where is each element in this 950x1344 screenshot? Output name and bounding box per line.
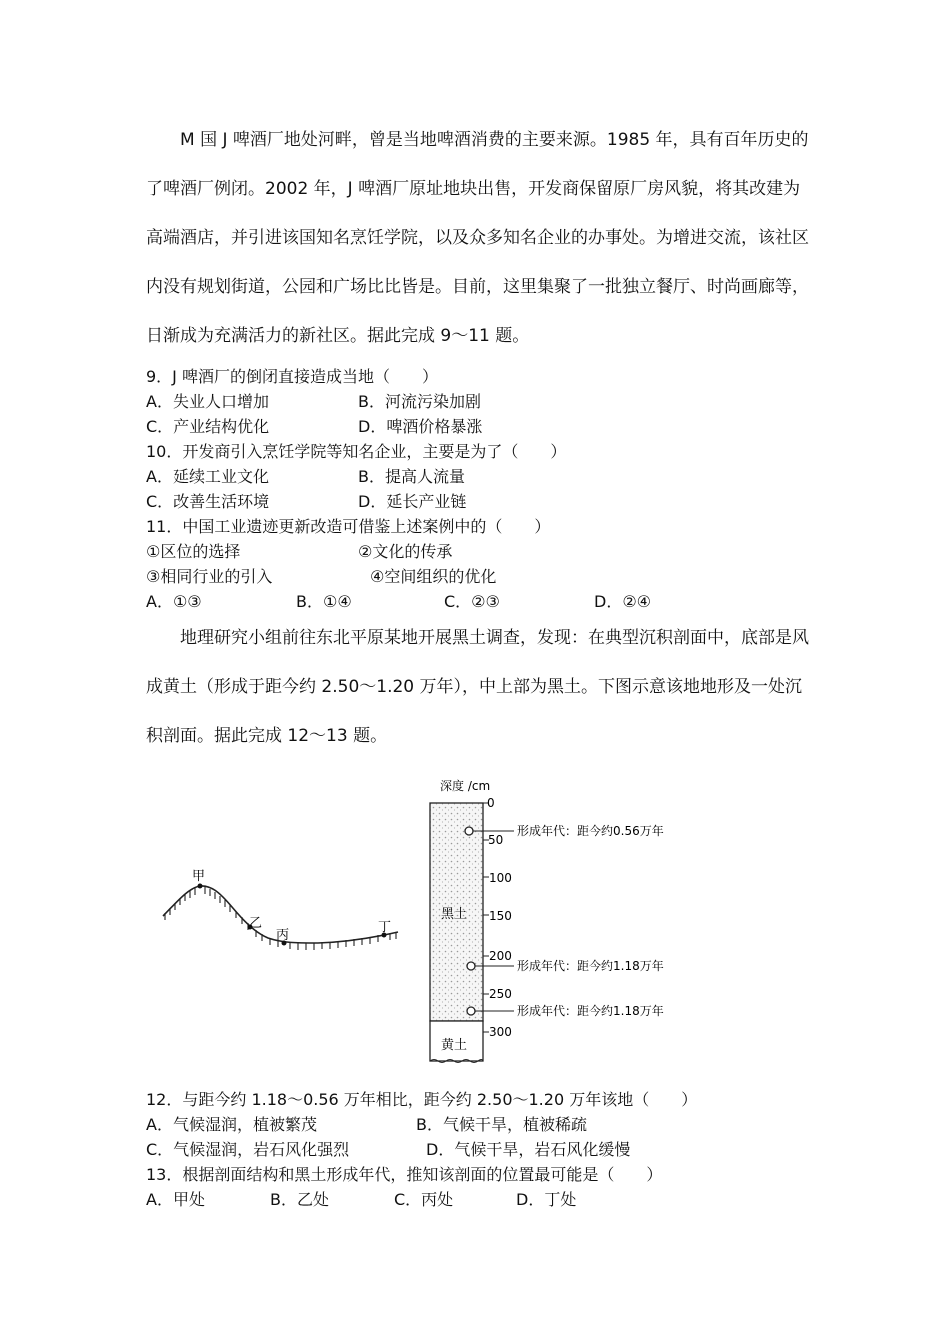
question-13-option-d[interactable]: D．丁处 xyxy=(516,1190,577,1209)
label-ding: 丁 xyxy=(378,920,392,935)
question-9-option-c[interactable]: C．产业结构优化 xyxy=(146,417,270,436)
question-9-stem: 9．J 啤酒厂的倒闭直接造成当地（ ） xyxy=(146,367,438,386)
black-soil-label: 黑土 xyxy=(441,907,468,922)
question-13-option-b[interactable]: B．乙处 xyxy=(270,1190,329,1209)
question-12-option-c[interactable]: C．气候湿润，岩石风化强烈 xyxy=(146,1140,350,1159)
terrain-and-profile-figure xyxy=(0,770,950,1090)
question-11-option-d[interactable]: D．②④ xyxy=(594,592,652,611)
question-13-option-c[interactable]: C．丙处 xyxy=(394,1190,454,1209)
question-13-option-a[interactable]: A．甲处 xyxy=(146,1190,205,1209)
question-10-option-a[interactable]: A．延续工业文化 xyxy=(146,467,269,486)
question-12-option-b[interactable]: B．气候干旱，植被稀疏 xyxy=(416,1115,587,1134)
depth-axis-title: 深度 /cm xyxy=(440,779,491,793)
passage-1: M 国 J 啤酒厂地处河畔，曾是当地啤酒消费的主要来源。1985 年，具有百年历史的了啤酒厂例闭。2002 年，J 啤酒厂原址地块出售，开发商保留原厂房风貌，将其改建为高端酒店，并引进该国知名烹饪学院，以及众多知名企业的办事处。为增进交流，该社区内没有规划街道，公园和广场比比皆是。目前，这里集聚了一批独立餐厅、时尚画廊等，日渐成为充满活力的新社区。据此完成 9～11 题。 xyxy=(146,130,809,346)
sediment-column xyxy=(430,778,664,1063)
question-11-option-b[interactable]: B．①④ xyxy=(296,592,352,611)
question-10-option-b[interactable]: B．提高人流量 xyxy=(358,467,465,486)
point-jia-marker xyxy=(198,884,203,889)
question-10-option-c[interactable]: C．改善生活环境 xyxy=(146,492,270,511)
question-9-option-a[interactable]: A．失业人口增加 xyxy=(146,392,269,411)
depth-tick-300: 300 xyxy=(489,1025,512,1039)
sample-point-2 xyxy=(467,962,475,970)
question-10-option-d[interactable]: D．延长产业链 xyxy=(358,492,467,511)
question-11-option-a[interactable]: A．①③ xyxy=(146,592,202,611)
depth-tick-100: 100 xyxy=(489,871,512,885)
depth-tick-0: 0 xyxy=(487,796,495,810)
question-11-statement-4: ④空间组织的优化 xyxy=(370,567,497,586)
age-annotation-1: 形成年代：距今约0.56万年 xyxy=(517,824,664,838)
depth-tick-50: 50 xyxy=(488,833,504,847)
label-yi: 乙 xyxy=(249,916,263,931)
question-12-option-d[interactable]: D．气候干旱，岩石风化缓慢 xyxy=(426,1140,631,1159)
depth-tick-250: 250 xyxy=(489,987,512,1001)
question-12-option-a[interactable]: A．气候湿润，植被繁茂 xyxy=(146,1115,317,1134)
label-bing: 丙 xyxy=(276,928,290,943)
age-annotation-2: 形成年代：距今约1.18万年 xyxy=(517,959,664,973)
question-9-option-d[interactable]: D．啤酒价格暴涨 xyxy=(358,417,483,436)
depth-tick-200: 200 xyxy=(489,949,512,963)
question-9-option-b[interactable]: B．河流污染加剧 xyxy=(358,392,481,411)
question-10-stem: 10．开发商引入烹饪学院等知名企业，主要是为了（ ） xyxy=(146,442,567,461)
label-jia: 甲 xyxy=(192,869,206,884)
age-annotation-3: 形成年代：距今约1.18万年 xyxy=(517,1004,664,1018)
question-11-option-c[interactable]: C．②③ xyxy=(444,592,500,611)
terrain-profile xyxy=(163,869,398,950)
question-11-statement-2: ②文化的传承 xyxy=(358,542,453,561)
question-11-stem: 11．中国工业遗迹更新改造可借鉴上述案例中的（ ） xyxy=(146,517,551,536)
passage-2: 地理研究小组前往东北平原某地开展黑土调查，发现：在典型沉积剖面中，底部是风成黄土（形成于距今约 2.50～1.20 万年），中上部为黑土。下图示意该地地形及一处沉积剖面。据此完成 12～13 题。 xyxy=(146,628,809,746)
question-13-stem: 13．根据剖面结构和黑土形成年代，推知该剖面的位置最可能是（ ） xyxy=(146,1165,663,1184)
sample-point-1 xyxy=(465,827,473,835)
depth-tick-150: 150 xyxy=(489,909,512,923)
question-11-statement-3: ③相同行业的引入 xyxy=(146,567,273,586)
sample-point-3 xyxy=(467,1007,475,1015)
question-11-statement-1: ①区位的选择 xyxy=(146,542,241,561)
loess-label: 黄土 xyxy=(441,1038,468,1053)
question-12-stem: 12．与距今约 1.18～0.56 万年相比，距今约 2.50～1.20 万年该地（ ） xyxy=(146,1090,698,1109)
